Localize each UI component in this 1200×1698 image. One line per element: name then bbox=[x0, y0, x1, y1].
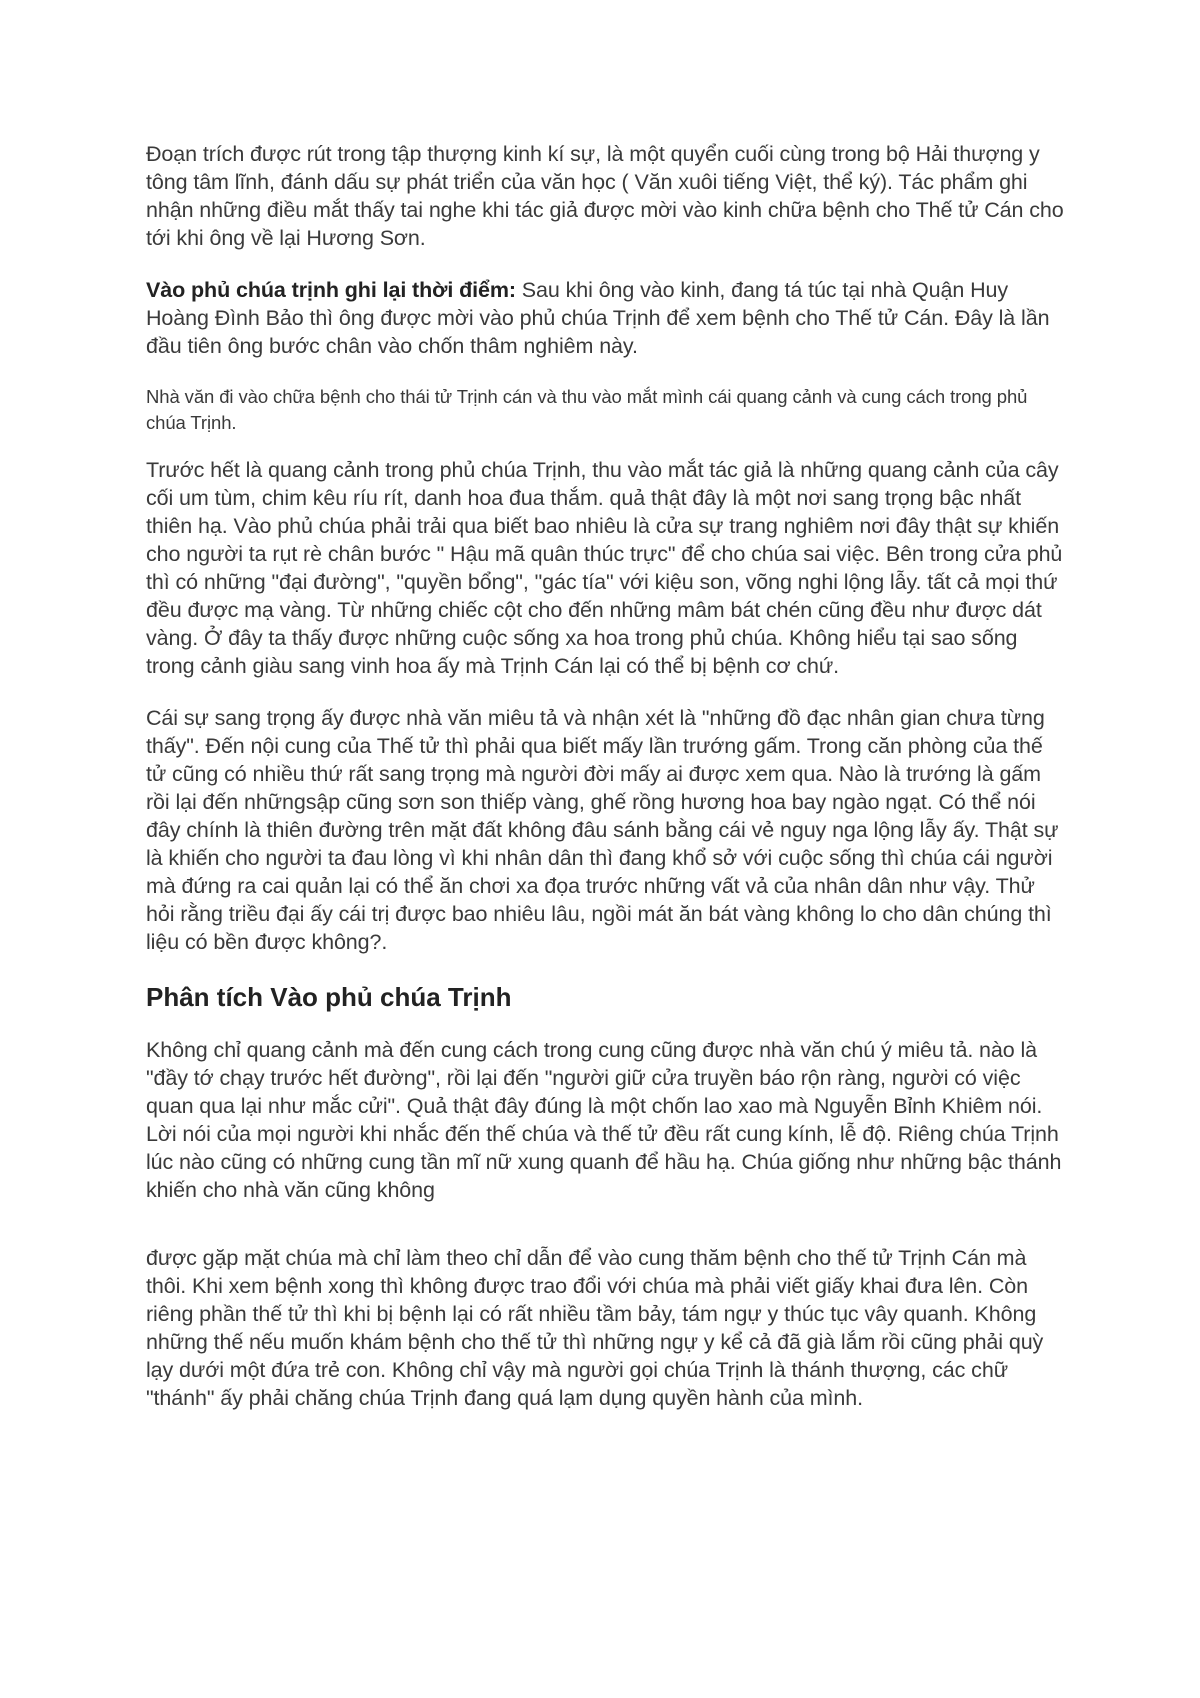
intro-paragraph: Đoạn trích được rút trong tập thượng kinh kí sự, là một quyển cuối cùng trong bộ Hải thượng y tông tâm lĩnh, đánh dấu sự phát triển của văn học ( Văn xuôi tiếng Việt, thể ký). Tác phẩm ghi nhận những điều mắt thấy tai nghe khi tác giả được mời vào kinh chữa bệnh cho Thế tử Cán cho tới khi ông về lại Hương Sơn. bbox=[146, 142, 1064, 250]
page-break-spacer bbox=[146, 1228, 1066, 1244]
moment-lead: Vào phủ chúa trịnh ghi lại thời điểm: bbox=[146, 278, 516, 302]
document-page bbox=[146, 140, 1066, 1436]
scenery-paragraph: Trước hết là quang cảnh trong phủ chúa Trịnh, thu vào mắt tác giả là những quang cảnh của cây cối um tùm, chim kêu ríu rít, danh hoa đua thắm. quả thật đây là một nơi sang trọng bậc nhất thiên hạ. Vào phủ chúa phải trải qua biết bao nhiêu là cửa sự trang nghiêm nơi đây thật sự khiến cho người ta rụt rè chân bước " Hậu mã quân thúc trực" để cho chúa sai việc. Bên trong cửa phủ thì có những "đại đường", "quyền bổng", "gác tía" với kiệu son, võng nghi lộng lẫy. tất cả mọi thứ đều được mạ vàng. Từ những chiếc cột cho đến những mâm bát chén cũng đều như được dát vàng. Ở đây ta thấy được những cuộc sống xa hoa trong phủ chúa. Không hiểu tại sao sống trong cảnh giàu sang vinh hoa ấy mà Trịnh Cán lại có thể bị bệnh cơ chứ. bbox=[146, 458, 1063, 678]
note-paragraph: Nhà văn đi vào chữa bệnh cho thái tử Trịnh cán và thu vào mắt mình cái quang cảnh và cung cách trong phủ chúa Trịnh. bbox=[146, 386, 1028, 433]
moment-text: Sau khi ông vào kinh, đang tá túc tại nhà Quận Huy Hoàng Đình Bảo thì ông được mời vào phủ chúa Trịnh để xem bệnh cho Thế tử Cán. Đây là lần đầu tiên ông bước chân vào chốn thâm nghiêm này. bbox=[146, 278, 1050, 358]
luxury-paragraph: Cái sự sang trọng ấy được nhà văn miêu tả và nhận xét là "những đồ đạc nhân gian chưa từng thấy". Đến nội cung của Thế tử thì phải qua biết mấy lần trướng gấm. Trong căn phòng của thế tử cũng có nhiều thứ rất sang trọng mà người đời mấy ai được xem qua. Nào là trướng là gấm rồi lại đến nhữngsập cũng sơn son thiếp vàng, ghế rồng hương hoa bay ngào ngạt. Có thể nói đây chính là thiên đường trên mặt đất không đâu sánh bằng cái vẻ nguy nga lộng lẫy ấy. Thật sự là khiến cho người ta đau lòng vì khi nhân dân thì đang khổ sở với cuộc sống thì chúa cái người mà đứng ra cai quản lại có thể ăn chơi xa đọa trước những vất vả của nhân dân như vậy. Thử hỏi rằng triều đại ấy cái trị được bao nhiêu lâu, ngồi mát ăn bát vàng không lo cho dân chúng thì liệu có bền được không?. bbox=[146, 706, 1059, 954]
moment-paragraph bbox=[146, 276, 1066, 360]
manners-paragraph: Không chỉ quang cảnh mà đến cung cách trong cung cũng được nhà văn chú ý miêu tả. nào là "đầy tớ chạy trước hết đường", rồi lại đến "người giữ cửa truyền báo rộn ràng, người có việc quan qua lại như mắc cửi". Quả thật đây đúng là một chốn lao xao mà Nguyễn Bỉnh Khiêm nói. Lời nói của mọi người khi nhắc đến thế chúa và thế tử đều rất cung kính, lễ độ. Riêng chúa Trịnh lúc nào cũng có những cung tần mĩ nữ xung quanh để hầu hạ. Chúa giống như những bậc thánh khiến cho nhà văn cũng không bbox=[146, 1038, 1062, 1202]
continuation-paragraph: được gặp mặt chúa mà chỉ làm theo chỉ dẫn để vào cung thăm bệnh cho thế tử Trịnh Cán mà thôi. Khi xem bệnh xong thì không được trao đổi với chúa mà phải viết giấy khai đưa lên. Còn riêng phần thế tử thì khi bị bệnh lại có rất nhiều tầm bảy, tám ngự y thúc tục vây quanh. Không những thế nếu muốn khám bệnh cho thế tử thì những ngự y kể cả đã già lắm rồi cũng phải quỳ lạy dưới một đứa trẻ con. Không chỉ vậy mà người gọi chúa Trịnh là thánh thượng, các chữ "thánh" ấy phải chăng chúa Trịnh đang quá lạm dụng quyền hành của mình. bbox=[146, 1246, 1044, 1410]
section-heading: Phân tích Vào phủ chúa Trịnh bbox=[146, 982, 512, 1012]
